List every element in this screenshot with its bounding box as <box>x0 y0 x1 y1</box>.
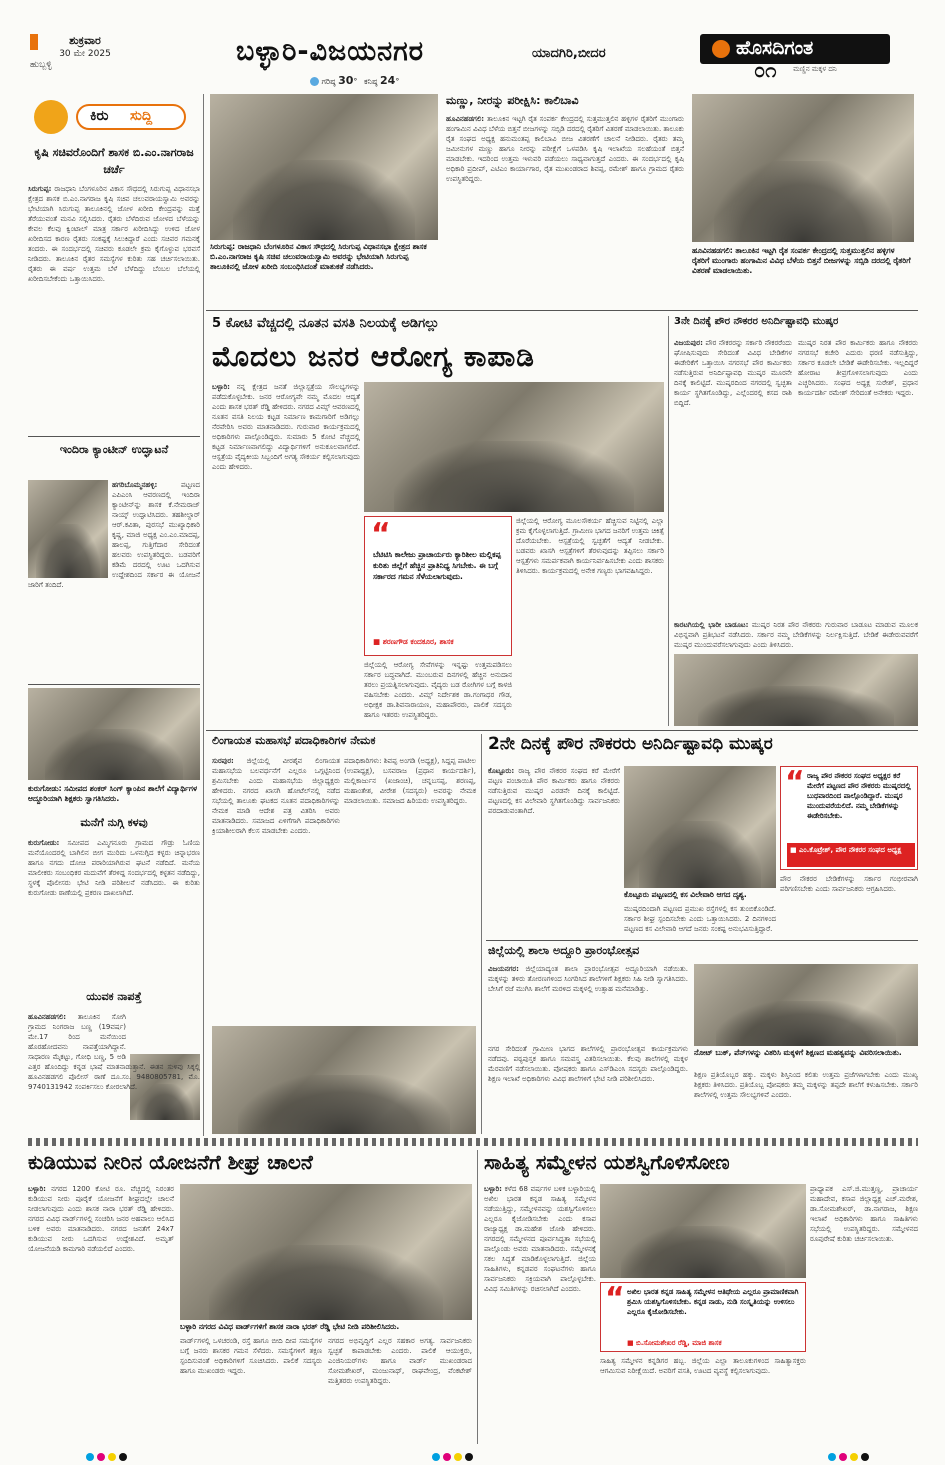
quote-mark-icon: “ <box>605 1281 625 1316</box>
school-kids-caption: ಕುರುಗೋಡು: ಸಮೀಪದ ಶಂಕರ್ ಸಿಂಗ್ ಕ್ಯಾಂಪಿನ ಶಾಲೆಗೆ ವಿದ್ಯಾರ್ಥಿಗಳ ಆದ್ದೂರಿಯಾಗಿ ಶಿಕ್ಷಕರು ಸ್ವಾಗತಿಸಿದರು. <box>28 784 198 803</box>
sahitya-story-body-col3: ಪ್ರಾಧ್ಯಾಪಕ ಎಸ್.ಜಿ.ಮುತ್ತಣ್ಣ, ಪ್ರಾಚಾರ್ಯ ಮಹಾದೇವ, ಕಸಾಪ ಜಿಲ್ಲಾಧ್ಯಕ್ಷ ಎಚ್.ಮರೇಶ, ಡಾ.ಸೋಮಶೇಖರ್, ಡಾ.ನಾಗರಾಜ, ಶಿಕ್ಷಣ ಇಲಾಖೆ ಅಧಿಕಾರಿಗಳು ಹಾಗೂ ಸಾಹಿತಿಗಳು ಸಭೆಯಲ್ಲಿ ಉಪಸ್ಥಿತರಿದ್ದರು. ಸಮ್ಮೇಳನದ ರೂಪುರೇಷೆ ಕುರಿತು ಚರ್ಚಿಸಲಾಯಿತು. <box>810 1185 918 1243</box>
health-quote-box <box>364 516 512 656</box>
soil-story-body <box>446 114 684 304</box>
soil-story-text: ತಾಲೂಕಿನ ಇಟ್ಟಗಿ ರೈತ ಸಂಪರ್ಕ ಕೇಂದ್ರದಲ್ಲಿ ಸುತ್ತಮುತ್ತಲಿನ ಹಳ್ಳಿಗಳ ರೈತರಿಗೆ ಮುಂಗಾರು ಹಂಗಾಮಿನ ವಿವಿಧ ಬೆಳೆಯ ಬಿತ್ತನೆ ಬೀಜಗಳನ್ನು ಸಬ್ಸಿಡಿ ದರದಲ್ಲಿ ರೈತರಿಗೆ ವಿತರಣೆ ಮಾಡಲಾಯಿತು. ತಾಲೂಕು ರೈತ ಸಂಘದ ಅಧ್ಯಕ್ಷ ಹನುಮಂತಪ್ಪ ಕಾಲಿಬಾವಿ ಬೀಜ ವಿತರಣೆಗೆ ಚಾಲನೆ ನೀಡಿದರು. ರೈತರು ತಮ್ಮ ಜಮೀನುಗಳ ಮಣ್ಣು ಹಾಗೂ ನೀರನ್ನು ಪರೀಕ್ಷೆಗೆ ಒಳಪಡಿಸಿ ಕೃಷಿ ಇಲಾಖೆಯ ಸಲಹೆಯಂತೆ ಬಿತ್ತನೆ ಮಾಡಬೇಕು. ಇದರಿಂದ ಉತ್ತಮ ಇಳುವರಿ ಪಡೆಯಲು ಸಾಧ್ಯವಾಗುತ್ತದೆ ಎಂದರು. ಈ ಸಂದರ್ಭದಲ್ಲಿ ಕೃಷಿ ಅಧಿಕಾರಿ ಪ್ರದೀಪ್, ಎಟಿಎಂ ಕಾರ್ಯಾಗಾರ, ರೈತ ಮುಖಂಡರಾದ ಶಿವಪ್ಪ, ರಮೇಶ್ ಹಾಗೂ ಗ್ರಾಮದ ರೈತರು ಉಪಸ್ಥಿತರಿದ್ದರು. <box>446 115 684 183</box>
masthead-left-block <box>30 34 140 86</box>
quote-mark-icon: “ <box>371 517 391 552</box>
masthead <box>0 0 945 92</box>
strike-story-body-col3 <box>674 620 918 650</box>
story-canteen-body <box>28 480 200 680</box>
minister-meeting-caption: ಸಿರುಗುಪ್ಪ: ರಾಜಧಾನಿ ಬೆಂಗಳೂರಿನ ವಿಕಾಸ ಸೌಧದಲ್ಲಿ ಸಿರುಗುಪ್ಪ ವಿಧಾನಸಭಾ ಕ್ಷೇತ್ರದ ಶಾಸಕ ಬಿ.ಎಂ.ನಾಗರಾಜ ಕೃಷಿ ಸಚಿವ ಚಲುವರಾಯಸ್ವಾಮಿ ಅವರನ್ನು ಭೇಟಿಯಾಗಿ ಸಿರುಗುಪ್ಪ ತಾಲೂಕಿನಲ್ಲಿ ಜೋಳ ಖರೀದಿ ಸಂಬಂಧಿಸಿದಂತೆ ಮಾತುಕತೆ ನಡೆಸಿದರು. <box>210 242 427 271</box>
kirusuddi-label-a: ಕಿರು <box>90 108 109 124</box>
health-story-headline: ಮೊದಲು ಜನರ ಆರೋಗ್ಯ ಕಾಪಾಡಿ <box>212 340 535 373</box>
school-story-body-col1 <box>488 964 688 1040</box>
strike2-story-body-col2: ಮುಷ್ಕರದಿಂದಾಗಿ ಪಟ್ಟಣದ ಪ್ರಮುಖ ರಸ್ತೆಗಳಲ್ಲಿ ಕಸ ತುಂಬಿಕೊಂಡಿದೆ. ಸರ್ಕಾರ ಶೀಘ್ರ ಸ್ಪಂದಿಸಬೇಕು ಎಂದು ಒತ್ತಾಯಿಸಿದರು. 2 ದಿನಗಳಿಂದ ಪಟ್ಟಣದ ಕಸ ವಿಲೇವಾರಿ ಆಗದೆ ಜನರು ಸಂಕಷ್ಟ ಅನುಭವಿಸುತ್ತಿದ್ದಾರೆ. <box>624 905 776 933</box>
school-story-body-col2: ನಗರ ಸೇರಿದಂತೆ ಗ್ರಾಮೀಣ ಭಾಗದ ಶಾಲೆಗಳಲ್ಲಿ ಪ್ರಾರಂಭೋತ್ಸವ ಕಾರ್ಯಕ್ರಮಗಳು ನಡೆದವು. ಪಠ್ಯಪುಸ್ತಕ ಹಾಗೂ ಸಮವಸ್ತ್ರ ವಿತರಿಸಲಾಯಿತು. ಕೆಲವು ಶಾಲೆಗಳಲ್ಲಿ ಮಕ್ಕಳ ಮೆರವಣಿಗೆ ನಡೆಸಲಾಯಿತು. ಪೋಷಕರು ಹಾಗೂ ಎಸ್‌ಡಿಎಂಸಿ ಸದಸ್ಯರು ಪಾಲ್ಗೊಂಡಿದ್ದರು. ಶಿಕ್ಷಣ ಇಲಾಖೆ ಅಧಿಕಾರಿಗಳು ವಿವಿಧ ಶಾಲೆಗಳಿಗೆ ಭೇಟಿ ನೀಡಿ ಪರಿಶೀಲಿಸಿದರು. <box>488 1045 688 1083</box>
strike-story-body-col2: ಮುಷ್ಕರ ನಿರತ ಪೌರ ಕಾರ್ಮಿಕರು ಹಾಗೂ ನೌಕರರು ನಗರಸಭೆ ಕಚೇರಿ ಎದುರು ಧರಣಿ ನಡೆಸುತ್ತಿದ್ದು, ಸರ್ಕಾರ ಕೂಡಲೇ ಬೇಡಿಕೆ ಈಡೇರಿಸಬೇಕು. ಇಲ್ಲದಿದ್ದರೆ ಹೋರಾಟ ತೀವ್ರಗೊಳಿಸಲಾಗುವುದು ಎಂದು ಎಚ್ಚರಿಸಿದರು. ಸಂಘದ ಅಧ್ಯಕ್ಷ ಸುರೇಶ್, ಪ್ರಧಾನ ಕಾರ್ಯದರ್ಶಿ ರಮೇಶ್ ಸೇರಿದಂತೆ ಅನೇಕರು ಇದ್ದರು. <box>798 339 918 397</box>
strike-story-headline: 3ನೇ ದಿನಕ್ಕೆ ಪೌರ ನೌಕರರ ಅನಿರ್ದಿಷ್ಟಾವಧಿ ಮುಷ್ಕರ <box>674 316 839 327</box>
health-story-text1: ನನ್ನ ಕ್ಷೇತ್ರದ ಜನತೆ ಜಿಲ್ಲಾಸ್ಪತ್ರೆಯ ಸೌಲಭ್ಯಗಳನ್ನು ಪಡೆದುಕೊಳ್ಳಬೇಕು. ಜನರ ಆರೋಗ್ಯವೇ ನಮ್ಮ ಮೊದಲ ಆದ್ಯತೆ ಎಂದು ಶಾಸಕ ಭರತ್ ರೆಡ್ಡಿ ಹೇಳಿದರು. ನಗರದ ವಿಮ್ಸ್ ಆವರಣದಲ್ಲಿ ನೂತನ ವಸತಿ ನಿಲಯ ಕಟ್ಟಡ ನಿರ್ಮಾಣ ಕಾಮಗಾರಿಗೆ ಅಡಿಗಲ್ಲು ನೆರವೇರಿಸಿ ಅವರು ಮಾತನಾಡಿದರು. ಗುರುವಾರ ಕಾರ್ಯಕ್ರಮದಲ್ಲಿ ಅಧಿಕಾರಿಗಳು ಪಾಲ್ಗೊಂಡಿದ್ದರು. ಸುಮಾರು 5 ಕೋಟಿ ವೆಚ್ಚದಲ್ಲಿ ಕಟ್ಟಡ ನಿರ್ಮಾಣವಾಗಲಿದ್ದು ವಿದ್ಯಾರ್ಥಿಗಳಿಗೆ ಅನುಕೂಲವಾಗಲಿದೆ. ಆಸ್ಪತ್ರೆಯ ವೈದ್ಯಕೀಯ ಸಿಬ್ಬಂದಿಗೆ ಅಗತ್ಯ ಸೌಕರ್ಯ ಕಲ್ಪಿಸಲಾಗುವುದು ಎಂದು ಹೇಳಿದರು. <box>212 383 360 471</box>
weather-min-label: ಕನಿಷ್ಠ <box>363 77 378 86</box>
story-missing-dateline: ಹೂವಿನಹಡಗಲಿ: <box>28 1013 67 1021</box>
sahitya-quote-box <box>600 1282 806 1352</box>
quote-mark-icon: “ <box>785 765 805 800</box>
page-number: ೦೧ <box>754 58 777 82</box>
strike2-story-body-col3: ಪೌರ ನೌಕರರ ಬೇಡಿಕೆಗಳನ್ನು ಸರ್ಕಾರ ಗಂಭೀರವಾಗಿ ಪರಿಗಣಿಸಬೇಕು ಎಂದು ಸಾರ್ವಜನಿಕರು ಆಗ್ರಹಿಸಿದರು. <box>780 875 918 893</box>
story-canteen-headline: ಇಂದಿರಾ ಕ್ಯಾಂಟೀನ್ ಉದ್ಘಾಟನೆ <box>59 443 169 456</box>
story-theft-dateline: ಕುರುಗೋಡು: <box>28 839 60 847</box>
edition-title: ಬಳ್ಳಾರಿ-ವಿಜಯನಗರ <box>236 36 425 67</box>
brand-tagline: ಮಣ್ಣಿನ ಮಕ್ಕಳ ದನಿ <box>793 65 837 73</box>
sahitya-story-text1: ಕಳೆದ 68 ವರ್ಷಗಳ ಬಳಿಕ ಬಳ್ಳಾರಿಯಲ್ಲಿ ಅಖಿಲ ಭಾರತ ಕನ್ನಡ ಸಾಹಿತ್ಯ ಸಮ್ಮೇಳನ ನಡೆಯುತ್ತಿದ್ದು, ಸಮ್ಮೇಳನವನ್ನು ಯಶಸ್ವಿಗೊಳಿಸಲು ಎಲ್ಲರೂ ಕೈಜೋಡಿಸಬೇಕು ಎಂದು ಕಸಾಪ ರಾಜ್ಯಾಧ್ಯಕ್ಷ ಡಾ.ಮಹೇಶ ಜೋಶಿ ಹೇಳಿದರು. ನಗರದಲ್ಲಿ ಸಮ್ಮೇಳನದ ಪೂರ್ವಸಿದ್ಧತಾ ಸಭೆಯಲ್ಲಿ ಪಾಲ್ಗೊಂಡು ಅವರು ಮಾತನಾಡಿದರು. <box>484 1185 596 1253</box>
strike2-story-text1: ರಾಜ್ಯ ಪೌರ ನೌಕರರ ಸಂಘದ ಕರೆ ಮೇರೆಗೆ ಪಟ್ಟಣ ಪಂಚಾಯಿತಿ ಪೌರ ಕಾರ್ಮಿಕರು ಹಾಗೂ ನೌಕರರು ನಡೆಸುತ್ತಿರುವ ಮುಷ್ಕರ ಎರಡನೇ ದಿನಕ್ಕೆ ಕಾಲಿಟ್ಟಿದೆ. ಪಟ್ಟಣದಲ್ಲಿ ಕಸ ವಿಲೇವಾರಿ ಸ್ಥಗಿತಗೊಂಡಿದ್ದು ಸಾರ್ವಜನಿಕರು ಪರದಾಡುವಂತಾಗಿದೆ. <box>488 767 620 815</box>
story-canteen-text: ಪಟ್ಟಣದ ಎಪಿಎಂಸಿ ಆವರಣದಲ್ಲಿ ಇಂದಿರಾ ಕ್ಯಾಂಟೀನ್‌ನ್ನು ಶಾಸಕ ಕೆ.ನೇಮರಾಜ್ ನಾಯ್ಕ್ ಉದ್ಘಾಟಿಸಿದರು. ತಹಶೀಲ್ದಾರ್ ಆರ್.ಕವಿತಾ, ಪುರಸಭೆ ಮುಖ್ಯಾಧಿಕಾರಿ ಕೃಷ್ಣ, ಮಾಜಿ ಅಧ್ಯಕ್ಷ ಎಂ.ಎಂ.ಮಾದಪ್ಪ, ಹಾಲಪ್ಪ, ಗುತ್ತಿಗೆದಾರ ಸೇರಿದಂತೆ ಹಲವರು ಉಪಸ್ಥಿತರಿದ್ದರು. ಬಡವರಿಗೆ ಕಡಿಮೆ ದರದಲ್ಲಿ ಊಟ ಒದಗಿಸುವ ಉದ್ದೇಶದಿಂದ ಸರ್ಕಾರ ಈ ಯೋಜನೆ ಜಾರಿಗೆ ತಂದಿದೆ. <box>28 481 200 589</box>
water-story-body-col1 <box>28 1184 174 1442</box>
date-label: 30 ಮೇ 2025 <box>59 49 111 59</box>
ward-visit-photo <box>180 1184 472 1320</box>
lingayat-story-headline: ಲಿಂಗಾಯತ ಮಹಾಸಭೆ ಪದಾಧಿಕಾರಿಗಳ ನೇಮಕ <box>212 734 376 747</box>
story-theft-body <box>28 838 200 988</box>
kirusuddi-badge <box>34 94 194 138</box>
edition-banner <box>236 36 678 74</box>
lingayat-story-dateline: ಸುರಪುರ: <box>212 757 234 765</box>
story-missing-headline: ಯುವಕ ನಾಪತ್ತೆ <box>86 990 142 1003</box>
strike2-story-body-col1 <box>488 766 620 936</box>
strike-story-text1: ಪೌರ ನೌಕರರನ್ನು ಸರ್ಕಾರಿ ನೌಕರರೆಂದು ಘೋಷಿಸುವುದು ಸೇರಿದಂತೆ ವಿವಿಧ ಬೇಡಿಕೆಗಳ ಈಡೇರಿಕೆಗೆ ಒತ್ತಾಯಿಸಿ ನಗರಸಭೆ ಪೌರ ಕಾರ್ಮಿಕರು ನಡೆಸುತ್ತಿರುವ ಅನಿರ್ದಿಷ್ಟಾವಧಿ ಮುಷ್ಕರ ಮೂರನೇ ದಿನಕ್ಕೆ ಕಾಲಿಟ್ಟಿದೆ. ಮುಷ್ಕರದಿಂದ ನಗರದಲ್ಲಿ ಸ್ವಚ್ಛತಾ ಕಾರ್ಯ ಸ್ಥಗಿತಗೊಂಡಿದ್ದು, ಎಲ್ಲೆಂದರಲ್ಲಿ ಕಸದ ರಾಶಿ ಬಿದ್ದಿದೆ. <box>674 339 792 407</box>
strike-story-body-col1 <box>674 338 792 616</box>
hand-icon <box>34 100 68 134</box>
garbage-pile-photo <box>624 766 776 888</box>
water-story-text1: ನಗರದ 1200 ಕೋಟಿ ರೂ. ವೆಚ್ಚದಲ್ಲಿ ನಿರಂತರ ಕುಡಿಯುವ ನೀರು ಪೂರೈಕೆ ಯೋಜನೆಗೆ ಶೀಘ್ರದಲ್ಲೇ ಚಾಲನೆ ನೀಡಲಾಗುವುದು ಎಂದು ಶಾಸಕ ನಾರಾ ಭರತ್ ರೆಡ್ಡಿ ಹೇಳಿದರು. ನಗರದ ವಿವಿಧ ವಾರ್ಡ್‌ಗಳಲ್ಲಿ ಸಂಚರಿಸಿ ಜನರ ಅಹವಾಲು ಆಲಿಸಿದ ಬಳಿಕ ಅವರು ಮಾತನಾಡಿದರು. ನಗರದ ಜನತೆಗೆ 24x7 ಕುಡಿಯುವ ನೀರು ಒದಗಿಸುವ ಉದ್ದೇಶವಿದೆ. ಅಮೃತ್ ಯೋಜನೆಯಡಿ ಕಾಮಗಾರಿ ನಡೆಯಲಿದೆ ಎಂದರು. <box>28 1185 174 1253</box>
sahitya-story-body-col2: ಸಾಹಿತ್ಯ ಸಮ್ಮೇಳನ ಕನ್ನಡಿಗರ ಹಬ್ಬ. ಜಿಲ್ಲೆಯ ಎಲ್ಲಾ ತಾಲೂಕುಗಳಿಂದ ಸಾಹಿತ್ಯಾಸಕ್ತರು ಆಗಮಿಸುವ ನಿರೀಕ್ಷೆಯಿದೆ. ಅವರಿಗೆ ವಸತಿ, ಊಟದ ವ್ಯವಸ್ಥೆ ಕಲ್ಪಿಸಲಾಗುವುದು. <box>600 1357 806 1375</box>
health-story-body-col2: ಜಿಲ್ಲೆಯಲ್ಲಿ ಆರೋಗ್ಯ ಸೇವೆಗಳನ್ನು ಇನ್ನಷ್ಟು ಉತ್ತಮಪಡಿಸಲು ಸರ್ಕಾರ ಬದ್ಧವಾಗಿದೆ. ಮುಂಬರುವ ದಿನಗಳಲ್ಲಿ ಹೆಚ್ಚಿನ ಅನುದಾನ ತರಲು ಪ್ರಯತ್ನಿಸಲಾಗುವುದು. ವೈದ್ಯರು ಬಡ ರೋಗಿಗಳ ಬಗ್ಗೆ ಕಾಳಜಿ ವಹಿಸಬೇಕು ಎಂದರು. ವಿಮ್ಸ್ ನಿರ್ದೇಶಕ ಡಾ.ಗಂಗಾಧರ ಗೌಡ, ಅಧೀಕ್ಷಕ ಡಾ.ಶಿವನಾರಾಯಣ, ಮಹಾಪೌರರು, ಪಾಲಿಕೆ ಸದಸ್ಯರು ಹಾಗೂ ಇತರರು ಉಪಸ್ಥಿತರಿದ್ದರು. <box>364 661 512 719</box>
story-missing-body <box>28 1012 200 1136</box>
story-canteen-dateline: ಹಗರಿಬೊಮ್ಮನಹಳ್ಳಿ: <box>112 481 158 489</box>
water-story-body-col3: ನಗರದ ಅಭಿವೃದ್ಧಿಗೆ ಎಲ್ಲರ ಸಹಕಾರ ಅಗತ್ಯ. ಸಾರ್ವಜನಿಕರು ಸ್ವಚ್ಛತೆ ಕಾಪಾಡಬೇಕು ಎಂದರು. ಪಾಲಿಕೆ ಆಯುಕ್ತರು, ಎಂಜಿನಿಯರ್‌ಗಳು ಹಾಗೂ ವಾರ್ಡ್ ಮುಖಂಡರಾದ ಸೋಮಶೇಖರ್, ಮಂಜುನಾಥ್, ರಾಘವೇಂದ್ರ, ವೆಂಕಟೇಶ್ ಮತ್ತಿತರರು ಉಪಸ್ಥಿತರಿದ್ದರು. <box>328 1337 472 1385</box>
strike2-story-dateline: ಕೊಟ್ಟೂರು: <box>488 767 515 775</box>
sahitya-story-body-col1 <box>484 1184 596 1442</box>
city-label: ಹುಬ್ಬಳ್ಳಿ <box>30 60 52 70</box>
lingayat-story-body-col1 <box>212 756 340 1022</box>
story-krishi-body <box>28 184 200 432</box>
print-registration-marks-right <box>828 1446 888 1456</box>
print-registration-marks-center <box>432 1446 492 1456</box>
weather-sun-icon <box>310 77 319 86</box>
lingayat-story-text1: ಜಿಲ್ಲೆಯಲ್ಲಿ ವೀರಶೈವ ಲಿಂಗಾಯತ ಮಹಾಸಭೆಯ ಬಲವರ್ಧನೆಗೆ ಎಲ್ಲರೂ ಒಗ್ಗಟ್ಟಿನಿಂದ ಶ್ರಮಿಸಬೇಕು ಎಂದು ಮಹಾಸಭೆಯ ಜಿಲ್ಲಾಧ್ಯಕ್ಷರು ಹೇಳಿದರು. ನಗರದ ಖಾಸಗಿ ಹೋಟೆಲ್‌ನಲ್ಲಿ ನಡೆದ ಸಭೆಯಲ್ಲಿ ತಾಲೂಕು ಘಟಕದ ನೂತನ ಪದಾಧಿಕಾರಿಗಳನ್ನು ನೇಮಕ ಮಾಡಿ ಆದೇಶ ಪತ್ರ ವಿತರಿಸಿ ಅವರು ಮಾತನಾಡಿದರು. ಸಮಾಜದ ಏಳಿಗೆಗಾಗಿ ಪದಾಧಿಕಾರಿಗಳು ಕ್ರಿಯಾಶೀಲರಾಗಿ ಕೆಲಸ ಮಾಡಬೇಕು ಎಂದರು. <box>212 757 340 835</box>
sahitya-story-dateline: ಬಳ್ಳಾರಿ: <box>484 1185 502 1193</box>
water-story-body-col2: ವಾರ್ಡ್‌ಗಳಲ್ಲಿ ಒಳಚರಂಡಿ, ರಸ್ತೆ ಹಾಗೂ ಬೀದಿ ದೀಪ ಸಮಸ್ಯೆಗಳ ಬಗ್ಗೆ ಜನರು ಶಾಸಕರ ಗಮನ ಸೆಳೆದರು. ಸಮಸ್ಯೆಗಳಿಗೆ ತಕ್ಷಣ ಸ್ಪಂದಿಸುವಂತೆ ಅಧಿಕಾರಿಗಳಿಗೆ ಸೂಚಿಸಿದರು. ಪಾಲಿಕೆ ಸದಸ್ಯರು ಹಾಗೂ ಮುಖಂಡರು ಇದ್ದರು. <box>180 1337 322 1375</box>
weather-max-value: 30 <box>338 74 354 87</box>
water-story-dateline: ಬಳ್ಳಾರಿ: <box>28 1185 46 1193</box>
health-quote-text: ಬೆಟಿಟಿಸಿ ಕಾಲೇಜು ಪ್ರಾಚಾರ್ಯರು ಕ್ಯಾರಿಶೀಲ ಮಲ್ಲಿಕಪ್ಪ ಕುರಿತು ಜಿಲ್ಲೆಗೆ ಹೆಚ್ಚಿನ ಪ್ರಾತಿನಿಧ್ಯ ಸಿಗಬೇಕು. ಈ ಬಗ್ಗೆ ಸರ್ಕಾರದ ಗಮನ ಸೆಳೆಯಲಾಗುವುದು. <box>373 550 501 581</box>
sahitya-meeting-photo <box>600 1184 806 1278</box>
weather-min-value: 24 <box>380 74 396 87</box>
masthead-left-stripe <box>30 34 38 50</box>
school-story-dateline: ವಿಜಯನಗರ: <box>488 965 519 973</box>
sahitya-story-headline: ಸಾಹಿತ್ಯ ಸಮ್ಮೇಳನ ಯಶಸ್ವಿಗೊಳಿಸೋಣ <box>484 1150 730 1174</box>
strike2-quote-byline: ■ ಎಂ.ಕೊಟ್ರೇಶ್, ಪೌರ ನೌಕರರ ಸಂಘದ ಅಧ್ಯಕ್ಷ <box>787 843 915 867</box>
foundation-stone-photo <box>364 382 664 512</box>
story-theft-headline: ಮನೆಗೆ ನುಗ್ಗಿ ಕಳವು <box>80 816 148 829</box>
school-opening-caption: ನೋಟ್ ಬುಕ್, ಪೆನ್‌ಗಳನ್ನು ವಿತರಿಸಿ ಮಕ್ಕಳಿಗೆ ಶಿಕ್ಷಣದ ಮಹತ್ವವನ್ನು ವಿವರಿಸಲಾಯಿತು. <box>694 1048 902 1057</box>
seed-distribution-caption: ಹೂವಿನಹಡಗಲಿ: ತಾಲೂಕಿನ ಇಟ್ಟಗಿ ರೈತ ಸಂಪರ್ಕ ಕೇಂದ್ರದಲ್ಲಿ ಸುತ್ತಮುತ್ತಲಿನ ಹಳ್ಳಿಗಳ ರೈತರಿಗೆ ಮುಂಗಾರು ಹಂಗಾಮಿನ ವಿವಿಧ ಬೆಳೆಯ ಬಿತ್ತನೆ ಬೀಜಗಳನ್ನು ಸಬ್ಸಿಡಿ ದರದಲ್ಲಿ ರೈತರಿಗೆ ವಿತರಣೆ ಮಾಡಲಾಯಿತು. <box>692 246 911 275</box>
strike-feast-photo <box>674 654 918 726</box>
story-krishi-text: ರಾಜಧಾನಿ ಬೆಂಗಳೂರಿನ ವಿಕಾಸ ಸೌಧದಲ್ಲಿ ಸಿರುಗುಪ್ಪ ವಿಧಾನಸಭಾ ಕ್ಷೇತ್ರದ ಶಾಸಕ ಬಿ.ಎಂ.ನಾಗರಾಜ ಕೃಷಿ ಸಚಿವ ಚಲುವರಾಯಸ್ವಾಮಿ ಅವರನ್ನು ಭೇಟಿಯಾಗಿ ಸಿರುಗುಪ್ಪ ತಾಲೂಕಿನಲ್ಲಿ ಜೋಳ ಖರೀದಿ ಕೇಂದ್ರವನ್ನು ಮತ್ತೆ ತೆರೆಯುವಂತೆ ಮನವಿ ಸಲ್ಲಿಸಿದರು. ರೈತರು ಬೆಳೆದಿರುವ ಜೋಳದ ಬೆಳೆಯನ್ನು ಕೇವಲ ಕೆಲವು ಕ್ವಿಂಟಾಲ್ ಮಾತ್ರ ಸರ್ಕಾರ ಖರೀದಿಸಿದ್ದು ಉಳಿದ ಜೋಳ ಖರೀದಿಸದ ಕಾರಣ ರೈತರು ಸಂಕಷ್ಟಕ್ಕೆ ಸಿಲುಕಿದ್ದಾರೆ ಎಂದು ಸಚಿವರ ಗಮನಕ್ಕೆ ತಂದರು. ಈ ಸಂದರ್ಭದಲ್ಲಿ ಸಚಿವರು ಕೂಡಲೇ ಕ್ರಮ ಕೈಗೊಳ್ಳುವ ಭರವಸೆ ನೀಡಿದರು. ತಾಲೂಕಿನ ರೈತರ ಸಮಸ್ಯೆಗಳ ಕುರಿತು ಸಹ ಚರ್ಚಿಸಲಾಯಿತು. ರೈತರು ಈ ವರ್ಷ ಉತ್ತಮ ಬೆಳೆ ಬೆಳೆದಿದ್ದು ಬೆಂಬಲ ಬೆಲೆಯಲ್ಲಿ ಖರೀದಿಸಬೇಕೆಂದು ಒತ್ತಾಯಿಸಿದರು. <box>28 185 200 283</box>
health-story-body-col3: ಜಿಲ್ಲೆಯಲ್ಲಿ ಆರೋಗ್ಯ ಮೂಲಸೌಕರ್ಯ ಹೆಚ್ಚಿಸುವ ನಿಟ್ಟಿನಲ್ಲಿ ಎಲ್ಲಾ ಕ್ರಮ ಕೈಗೊಳ್ಳಲಾಗುತ್ತಿದೆ. ಗ್ರಾಮೀಣ ಭಾಗದ ಜನರಿಗೆ ಉತ್ತಮ ಚಿಕಿತ್ಸೆ ದೊರೆಯಬೇಕು. ಆಸ್ಪತ್ರೆಯಲ್ಲಿ ಸ್ವಚ್ಛತೆಗೆ ಆದ್ಯತೆ ನೀಡಬೇಕು. ಬಡವರು ಖಾಸಗಿ ಆಸ್ಪತ್ರೆಗಳಿಗೆ ತೆರಳುವುದನ್ನು ತಪ್ಪಿಸಲು ಸರ್ಕಾರಿ ಆಸ್ಪತ್ರೆಗಳು ಸಮರ್ಪಕವಾಗಿ ಕಾರ್ಯನಿರ್ವಹಿಸಬೇಕು ಎಂದು ಶಾಸಕರು ತಿಳಿಸಿದರು. ಕಾರ್ಯಕ್ರಮದಲ್ಲಿ ಅನೇಕ ಗಣ್ಯರು ಭಾಗವಹಿಸಿದ್ದರು. <box>516 517 664 575</box>
section-divider <box>28 1138 918 1146</box>
seed-distribution-photo <box>692 94 914 242</box>
soil-story-dateline: ಹೂವಿನಹಡಗಲಿ: <box>446 115 485 123</box>
school-opening-photo <box>694 964 918 1046</box>
strike2-quote-box <box>780 766 918 870</box>
soil-story-headline: ಮಣ್ಣು, ನೀರನ್ನು ಪರೀಕ್ಷಿಸಿ: ಕಾಲಿಬಾವಿ <box>446 94 579 107</box>
school-kids-photo <box>28 688 200 780</box>
health-story-kicker: 5 ಕೋಟಿ ವೆಚ್ಚದಲ್ಲಿ ನೂತನ ವಸತಿ ನಿಲಯಕ್ಕೆ ಅಡಿಗಲ್ಲು <box>212 316 440 331</box>
brand-logo-icon <box>712 40 730 58</box>
school-story-text1: ಜಿಲ್ಲೆಯಾದ್ಯಂತ ಶಾಲಾ ಪ್ರಾರಂಭೋತ್ಸವ ಅದ್ದೂರಿಯಾಗಿ ನಡೆಯಿತು. ಮಕ್ಕಳನ್ನು ತಳಿರು ತೋರಣಗಳಿಂದ ಸಿಂಗರಿಸಿದ ಶಾಲೆಗಳಿಗೆ ಶಿಕ್ಷಕರು ಸಿಹಿ ನೀಡಿ ಸ್ವಾಗತಿಸಿದರು. ಬೇಸಿಗೆ ರಜೆ ಮುಗಿಸಿ ಶಾಲೆಗೆ ಮರಳಿದ ಮಕ್ಕಳಲ್ಲಿ ಉತ್ಸಾಹ ಮನೆಮಾಡಿತ್ತು. <box>488 965 688 993</box>
strike2-quote-text: ರಾಜ್ಯ ಪೌರ ನೌಕರರ ಸಂಘದ ಅಧ್ಯಕ್ಷರ ಕರೆ ಮೇರೆಗೆ ಪಟ್ಟಣದ ಪೌರ ನೌಕರರು ಮುಷ್ಕರದಲ್ಲಿ ಬುಧವಾರದಿಂದ ಪಾಲ್ಗೊಂಡಿದ್ದಾರೆ. ಮುಷ್ಕರ ಮುಂದುವರೆಯಲಿದೆ. ನಮ್ಮ ಬೇಡಿಕೆಗಳನ್ನು ಈಡೇರಿಸಬೇಕು. <box>807 772 911 820</box>
health-quote-byline: ■ ಶರಣಗೌಡ ಕಂದಕೂರ, ಶಾಸಕ <box>373 637 454 646</box>
lingayat-felicitation-photo <box>212 1026 476 1134</box>
health-story-body-col1 <box>212 382 360 724</box>
school-story-body-col3: ಶಿಕ್ಷಣ ಪ್ರತಿಯೊಬ್ಬರ ಹಕ್ಕು. ಮಕ್ಕಳು ಶಿಸ್ತಿನಿಂದ ಕಲಿತು ಉತ್ತಮ ಪ್ರಜೆಗಳಾಗಬೇಕು ಎಂದು ಮುಖ್ಯ ಶಿಕ್ಷಕರು ತಿಳಿಸಿದರು. ಪ್ರತಿಯೊಬ್ಬ ಪೋಷಕರು ತಮ್ಮ ಮಕ್ಕಳನ್ನು ತಪ್ಪದೇ ಶಾಲೆಗೆ ಕಳುಹಿಸಬೇಕು. ಸರ್ಕಾರಿ ಶಾಲೆಗಳಲ್ಲಿ ಉತ್ತಮ ಸೌಲಭ್ಯಗಳಿವೆ ಎಂದರು. <box>694 1071 918 1099</box>
strike-story-subhead: ಕಾರಟಗಿಯಲ್ಲಿ ಭಾರೀ ಬಾಡೂಟ: <box>674 621 749 629</box>
kirusuddi-label-b: ಸುದ್ದಿ <box>130 108 153 124</box>
sahitya-quote-byline: ■ ಬಿ.ಸೋಮಶೇಖರ ರೆಡ್ಡಿ, ಮಾಜಿ ಶಾಸಕ <box>627 1339 722 1347</box>
edition-subtitle: ಯಾದಗಿರಿ,ಬೀದರ <box>532 46 606 61</box>
weather-strip: ಗರಿಷ್ಠ 30° ಕನಿಷ್ಠ 24° <box>310 74 450 88</box>
left-column <box>28 94 200 1136</box>
strike-story-text3: ಮುಷ್ಕರ ನಿರತ ಪೌರ ನೌಕರರು ಗುರುವಾರ ಬಾಡೂಟ ಮಾಡುವ ಮೂಲಕ ವಿಭಿನ್ನವಾಗಿ ಪ್ರತಿಭಟನೆ ನಡೆಸಿದರು. ಸರ್ಕಾರ ನಮ್ಮ ಬೇಡಿಕೆಗಳನ್ನು ನಿರ್ಲಕ್ಷಿಸುತ್ತಿದೆ. ಬೇಡಿಕೆ ಈಡೇರುವವರೆಗೆ ಮುಷ್ಕರ ಮುಂದುವರೆಸಲಾಗುವುದು ಎಂದು ತಿಳಿಸಿದರು. <box>674 621 918 649</box>
strike2-story-headline: 2ನೇ ದಿನಕ್ಕೆ ಪೌರ ನೌಕರರು ಅನಿರ್ದಿಷ್ಟಾವಧಿ ಮುಷ್ಕರ <box>488 734 773 754</box>
minister-meeting-photo <box>210 94 438 240</box>
lingayat-story-body-col2: ಪದಾಧಿಕಾರಿಗಳು: ಶಿವಪ್ಪ ಅಂಗಡಿ (ಅಧ್ಯಕ್ಷ), ಸಿದ್ದಪ್ಪ ಪಾಟೀಲ (ಉಪಾಧ್ಯಕ್ಷ), ಬಸವರಾಜ (ಪ್ರಧಾನ ಕಾರ್ಯದರ್ಶಿ), ಮಲ್ಲಿಕಾರ್ಜುನ (ಖಜಾಂಚಿ), ಚನ್ನಬಸಪ್ಪ, ಶರಣಪ್ಪ, ಮಹಾಂತೇಶ, ವೀರೇಶ (ಸದಸ್ಯರು) ಅವರನ್ನು ನೇಮಕ ಮಾಡಲಾಯಿತು. ಸಮಾಜದ ಹಿರಿಯರು ಉಪಸ್ಥಿತರಿದ್ದರು. <box>344 757 476 805</box>
garbage-pile-caption: ಕೊಟ್ಟೂರು ಪಟ್ಟಣದಲ್ಲಿ ಕಸ ವಿಲೇವಾರಿ ಆಗದ ದೃಶ್ಯ. <box>624 890 747 899</box>
story-missing-text: ತಾಲೂಕಿನ ಸೋಗಿ ಗ್ರಾಮದ ನಿಂಗರಾಜ ಬಣ್ಣ (19ವರ್ಷ) ಮೇ.17 ರಿಂದ ಮನೆಯಿಂದ ಹೊರಹೋದವನು ನಾಪತ್ತೆಯಾಗಿದ್ದಾನೆ. ಸಾಧಾರಣ ಮೈಕಟ್ಟು, ಗೋಧಿ ಬಣ್ಣ, 5 ಅಡಿ ಎತ್ತರ ಹೊಂದಿದ್ದು ಕನ್ನಡ ಭಾಷೆ ಮಾತನಾಡುತ್ತಾನೆ. ಈತನ ಸುಳಿವು ಸಿಕ್ಕಲ್ಲಿ ಹೂವಿನಹಡಗಲಿ ಪೊಲೀಸ್ ಠಾಣೆ ದೂ.ಸಂ. 9480805781, ಮೊ. 9740131942 ಸಂಪರ್ಕಿಸಲು ಕೋರಲಾಗಿದೆ. <box>28 1013 200 1091</box>
sahitya-quote-text: ಅಖಿಲ ಭಾರತ ಕನ್ನಡ ಸಾಹಿತ್ಯ ಸಮ್ಮೇಳನ ಆತಿಥೇಯ ಎಲ್ಲರೂ ಪ್ರಾಮಾಣಿಕವಾಗಿ ಶ್ರಮಿಸಿ ಯಶಸ್ವಿಗೊಳಿಸಬೇಕು. ಕನ್ನಡ ನಾಡು, ನುಡಿ ಸಂಸ್ಕೃತಿಯನ್ನು ಉಳಿಸಲು ಎಲ್ಲರೂ ಕೈಜೋಡಿಸಬೇಕು. <box>627 1288 799 1316</box>
strike-story-dateline: ವಿಜಯಪುರ: <box>674 339 703 347</box>
sahitya-story-text2: ಸಮ್ಮೇಳನಕ್ಕೆ ಸಕಲ ಸಿದ್ಧತೆ ಮಾಡಿಕೊಳ್ಳಲಾಗುತ್ತಿದೆ. ಜಿಲ್ಲೆಯ ಸಾಹಿತಿಗಳು, ಕನ್ನಡಪರ ಸಂಘಟನೆಗಳು ಹಾಗೂ ಸಾರ್ವಜನಿಕರು ಸಕ್ರಿಯವಾಗಿ ಪಾಲ್ಗೊಳ್ಳಬೇಕು. ವಿವಿಧ ಸಮಿತಿಗಳನ್ನು ರಚಿಸಲಾಗಿದೆ ಎಂದರು. <box>484 1245 596 1293</box>
brand-name: ಹೊಸದಿಗಂತ <box>736 37 814 59</box>
school-story-headline: ಜಿಲ್ಲೆಯಲ್ಲಿ ಶಾಲಾ ಅದ್ದೂರಿ ಪ್ರಾರಂಭೋತ್ಸವ <box>488 944 640 957</box>
print-registration-marks-left <box>86 1446 146 1456</box>
story-krishi-dateline: ಸಿರುಗುಪ್ಪ: <box>28 185 52 193</box>
story-krishi-headline: ಕೃಷಿ ಸಚಿವರೊಂದಿಗೆ ಶಾಸಕ ಬಿ.ಎಂ.ನಾಗರಾಜ ಚರ್ಚೆ <box>34 146 194 176</box>
day-label: ಶುಕ್ರವಾರ <box>69 34 101 47</box>
weather-max-label: ಗರಿಷ್ಠ <box>321 77 336 86</box>
health-story-dateline: ಬಳ್ಳಾರಿ: <box>212 383 230 391</box>
ward-visit-caption: ಬಳ್ಳಾರಿ ನಗರದ ವಿವಿಧ ವಾರ್ಡ್‌ಗಳಿಗೆ ಶಾಸಕ ನಾರಾ ಭರತ್ ರೆಡ್ಡಿ ಭೇಟಿ ನೀಡಿ ಪರಿಶೀಲಿಸಿದರು. <box>180 1322 400 1331</box>
story-theft-text: ಸಮೀಪದ ಎಮ್ಮಿಗನೂರು ಗ್ರಾಮದ ಗೌಡ್ರು ಓಣಿಯ ಮನೆಯೊಂದರಲ್ಲಿ ಬಾಗಿಲಿನ ಬೀಗ ಮುರಿದು ಒಳನುಗ್ಗಿದ ಕಳ್ಳರು ಚಿನ್ನಾಭರಣ ಹಾಗೂ ನಗದು ದೋಚಿ ಪರಾರಿಯಾಗಿರುವ ಘಟನೆ ನಡೆದಿದೆ. ಮನೆಯ ಮಾಲೀಕರು ಸಂಬಂಧಿಕರ ಮದುವೆಗೆ ತೆರಳಿದ್ದ ಸಂದರ್ಭದಲ್ಲಿ ಕಳ್ಳತನ ನಡೆದಿದ್ದು, ಸ್ಥಳಕ್ಕೆ ಪೊಲೀಸರು ಭೇಟಿ ನೀಡಿ ಪರಿಶೀಲನೆ ನಡೆಸಿದರು. ಈ ಕುರಿತು ಕುರುಗೋಡು ಠಾಣೆಯಲ್ಲಿ ಪ್ರಕರಣ ದಾಖಲಾಗಿದೆ. <box>28 839 200 897</box>
water-story-headline: ಕುಡಿಯುವ ನೀರಿನ ಯೋಜನೆಗೆ ಶೀಘ್ರ ಚಾಲನೆ <box>28 1150 313 1174</box>
